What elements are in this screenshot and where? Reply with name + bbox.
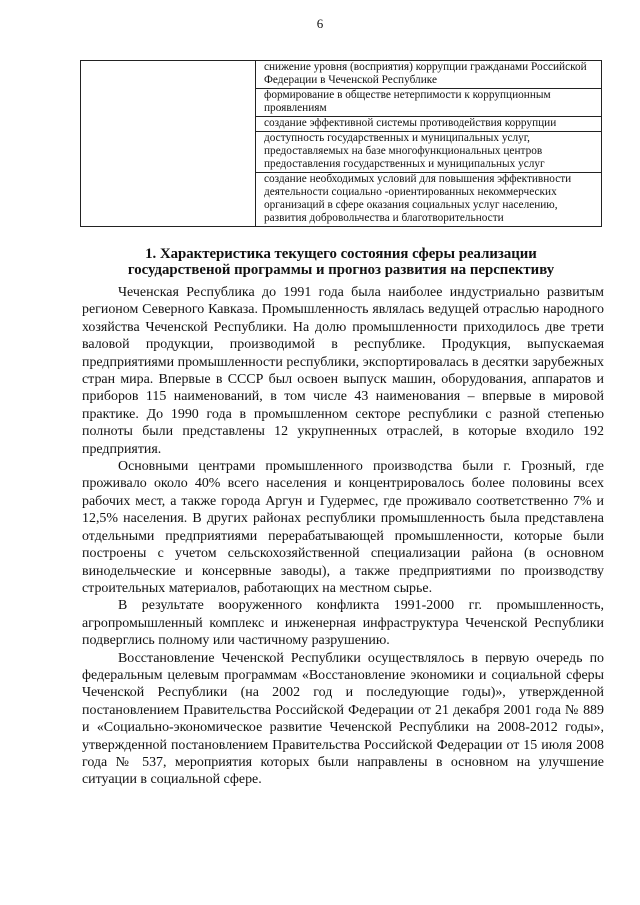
- table-cell: формирование в обществе нетерпимости к коррупционным проявлениям: [256, 89, 602, 117]
- paragraph: В результате вооруженного конфликта 1991-2000 гг. промышленность, агропромышленный комплекс и инженерная инфраструктура Чеченской Республики подверглись полному или частичному разрушению.: [82, 598, 604, 649]
- goals-table: [80, 60, 602, 227]
- table-cell: доступность государственных и муниципальных услуг, предоставляемых на базе многофункциональных центров предоставления государственных и муниципальных услуг: [256, 132, 602, 173]
- section-heading: [80, 246, 602, 278]
- page-number: 6: [316, 16, 324, 31]
- paragraph: Восстановление Чеченской Республики осуществлялось в первую очередь по федеральным целевым программам «Восстановление экономики и социальной сферы Чеченской Республики (на 2002 год и последующие годы)», утвержденной постановлением Правительства Российской Федерации от 21 декабря 2001 года № 889 и «Социально-экономическое развитие Чеченской Республики на 2008-2012 годы», утвержденной постановлением Правительства Российской Федерации от 15 июля 2008 года № 537, мероприятия которых были направлены в основном на улучшение ситуации в социальной сфере.: [82, 650, 604, 788]
- table-cell: создание эффективной системы противодействия коррупции: [256, 117, 602, 132]
- table-left-cell: [81, 61, 256, 227]
- body-text: [82, 284, 604, 789]
- section-heading-line: 1. Характеристика текущего состояния сферы реализации: [145, 246, 537, 262]
- table-row: [81, 61, 602, 89]
- table-cell: снижение уровня (восприятия) коррупции гражданами Российской Федерации в Чеченской Республике: [256, 61, 602, 89]
- section-heading-line: государственой программы и прогноз развития на перспективу: [127, 262, 555, 278]
- table-cell: создание необходимых условий для повышения эффективности деятельности социально -ориентированных некоммерческих организаций в сфере оказания социальных услуг населению, развития добровольчества и благотворительности: [256, 173, 602, 227]
- paragraph: Чеченская Республика до 1991 года была наиболее индустриально развитым регионом Северного Кавказа. Промышленность являлась ведущей отраслью народного хозяйства Чеченской Республики. На долю промышленности приходилось две трети валовой продукции, производимой в республике. Продукция, выпускаемая предприятиями промышленности республики, экспортировалась в десятки зарубежных стран мира. Впервые в СССР был освоен выпуск машин, оборудования, аппаратов и приборов 115 наименований, в том числе 43 наименования – впервые в мировой практике. До 1990 года в промышленном секторе республики с разной степенью полноты были представлены 12 укрупненных отраслей, в которые входило 192 предприятия.: [82, 285, 604, 457]
- paragraph: Основными центрами промышленного производства были г. Грозный, где проживало около 40% всего населения и концентрировалось более половины всех рабочих мест, а также города Аргун и Гудермес, где проживало соответственно 7% и 12,5% населения. В других районах республики промышленность была представлена отдельными предприятиями перерабатывающей промышленности, которые были построены с учетом сельскохозяйственной специализации района (в основном винодельческие и консервные заводы), а также предприятиями по производству строительных материалов, работающих на местном сырье.: [82, 459, 604, 596]
